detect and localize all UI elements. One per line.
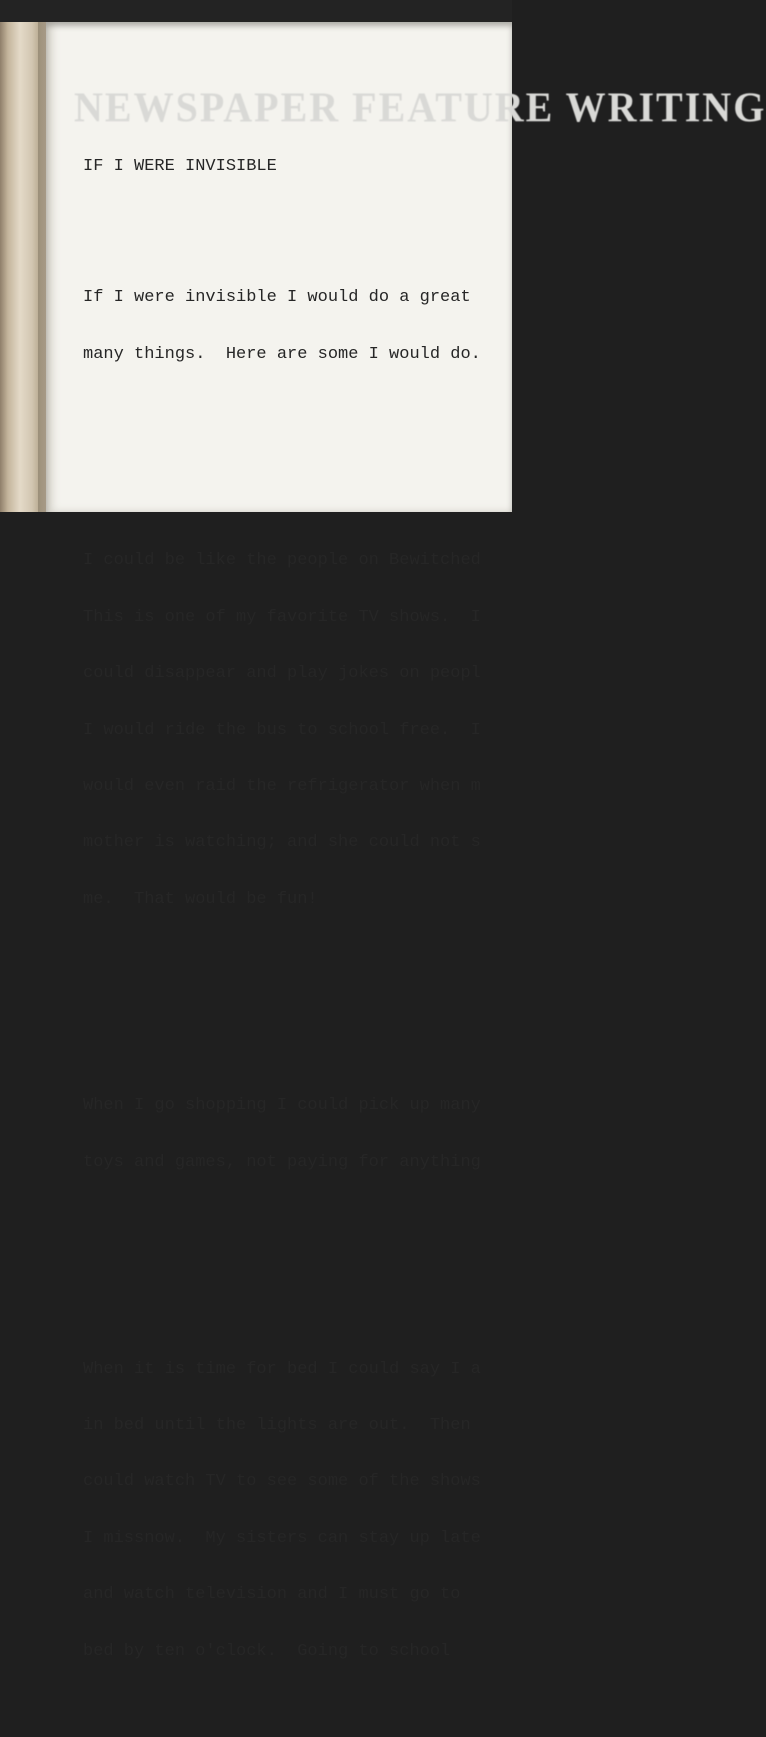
typed-text — [83, 120, 481, 1737]
text-line: and watch television and I must go to — [83, 1585, 461, 1605]
paragraph-3 — [83, 1060, 481, 1210]
text-line: bed by ten o'clock. Going to school — [83, 1641, 451, 1661]
text-line: When I go shopping I could pick up many — [83, 1096, 481, 1116]
book-top-edge — [0, 0, 512, 22]
paragraph-4 — [83, 1323, 481, 1699]
text-line: This is one of my favorite TV shows. I — [83, 607, 481, 627]
text-line: When it is time for bed I could say I a — [83, 1359, 481, 1379]
text-line: I would ride the bus to school free. I — [83, 720, 481, 740]
text-line: I could be like the people on Bewitched — [83, 551, 481, 571]
text-line: would even raid the refrigerator when m — [83, 776, 481, 796]
text-line: mother is watching; and she could not s — [83, 833, 481, 853]
document-page — [46, 22, 766, 1661]
text-line: toys and games, not paying for anything — [83, 1152, 481, 1172]
document-title: IF I WERE INVISIBLE — [83, 156, 277, 176]
text-line: in bed until the lights are out. Then — [83, 1415, 471, 1435]
paragraph-1 — [83, 252, 481, 402]
text-line: could watch TV to see some of the shows — [83, 1472, 481, 1492]
bleed-through-heading: NEWSPAPER FEATURE WRITING — [74, 83, 766, 132]
text-line: me. That would be fun! — [83, 889, 318, 909]
text-line: could disappear and play jokes on peopl — [83, 664, 481, 684]
text-line: many things. Here are some I would do. — [83, 344, 481, 364]
text-line: If I were invisible I would do a great — [83, 288, 471, 308]
paragraph-2 — [83, 515, 481, 947]
text-line: I missnow. My sisters can stay up late — [83, 1528, 481, 1548]
